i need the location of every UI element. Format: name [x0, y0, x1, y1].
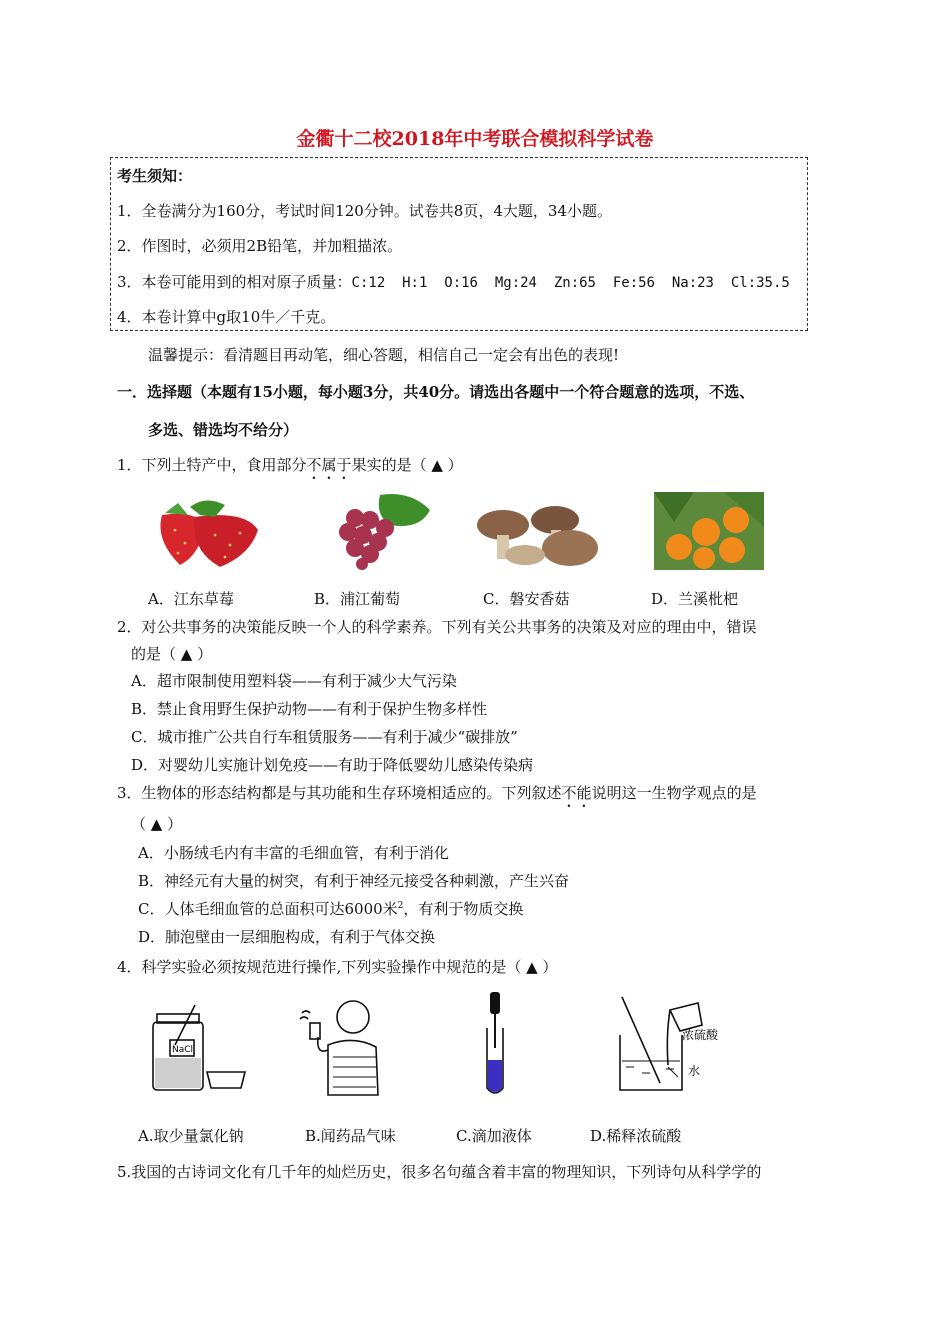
- tip-text: 温馨提示：看清题目再动笔，细心答题，相信自己一定会有出色的表现!: [148, 346, 620, 364]
- q1-option-d: D．兰溪枇杷: [651, 590, 739, 608]
- q3-option-a: A．小肠绒毛内有丰富的毛细血管，有利于消化: [138, 844, 449, 862]
- q4-option-c: C.滴加液体: [456, 1127, 532, 1145]
- notice-heading: 考生须知：: [117, 167, 193, 185]
- section1-heading: 一．选择题（本题有15小题，每小题3分，共40分。请选出各题中一个符合题意的选项，不选、: [117, 383, 755, 401]
- q2-stem-cont: 的是（ ▲ ）: [131, 645, 213, 663]
- q1-option-b: B．浦江葡萄: [314, 590, 401, 608]
- nacl-label: NaCl: [172, 1045, 194, 1055]
- page-title: 金衢十二校2018年中考联合模拟科学试卷: [296, 128, 654, 150]
- q3-stem-cont: （ ▲ ）: [131, 815, 183, 833]
- q5-stem: 5.我国的古诗词文化有几千年的灿烂历史，很多名句蕴含着丰富的物理知识，下列诗句从科学学的: [117, 1163, 762, 1181]
- q3-option-b: B．神经元有大量的树突，有利于神经元接受各种刺激，产生兴奋: [138, 872, 570, 890]
- q4-stem: 4．科学实验必须按规范进行操作,下列实验操作中规范的是（ ▲ ）: [117, 958, 558, 976]
- nacl-jar-figure: [145, 1000, 255, 1095]
- q2-option-d: D．对婴幼儿实施计划免疫——有助于降低婴幼儿感染传染病: [131, 756, 534, 774]
- dilute-acid-figure: [610, 995, 730, 1095]
- q2-stem: 2．对公共事务的决策能反映一个人的科学素养。下列有关公共事务的决策及对应的理由中，错误: [117, 618, 757, 636]
- water-label: 水: [688, 1064, 701, 1078]
- q4-option-a: A.取少量氯化钠: [138, 1127, 244, 1145]
- acid-label: 浓硫酸: [682, 1028, 719, 1042]
- q3-option-c: C．人体毛细血管的总面积可达6000米$^2$，有利于物质交换: [138, 900, 524, 918]
- q1-stem: 1．下列土特产中，食用部分不属于果实的是（ ▲ ）: [117, 456, 463, 474]
- q4-option-b: B.闻药品气味: [305, 1127, 396, 1145]
- loquat-image: [654, 492, 764, 570]
- grape-image: [330, 490, 435, 570]
- q3-option-d: D．肺泡壁由一层细胞构成，有利于气体交换: [138, 928, 436, 946]
- q3-stem: 3．生物体的形态结构都是与其功能和生存环境相适应的。下列叙述不能说明这一生物学观点的是: [117, 784, 757, 802]
- notice-item-4: 4．本卷计算中g取10牛／千克。: [117, 308, 336, 326]
- atomic-masses: C:12 H:1 O:16 Mg:24 Zn:65 Fe:56 Na:23 Cl:35.5: [351, 275, 790, 291]
- q1-option-c: C．磐安香菇: [483, 590, 570, 608]
- strawberry-image: [150, 495, 265, 570]
- q4-option-d: D.稀释浓硫酸: [590, 1127, 682, 1145]
- q2-option-b: B．禁止食用野生保护动物——有利于保护生物多样性: [131, 700, 488, 718]
- smell-figure: [298, 995, 388, 1097]
- q2-option-c: C．城市推广公共自行车租赁服务——有利于减少“碳排放”: [131, 728, 518, 746]
- q2-option-a: A．超市限制使用塑料袋——有利于减少大气污染: [131, 672, 457, 690]
- q1-option-a: A．江东草莓: [148, 590, 234, 608]
- notice-item-2: 2．作图时，必须用2B铅笔，并加粗描浓。: [117, 237, 403, 255]
- dropper-figure: [482, 990, 516, 1100]
- notice-item-3: 3．本卷可能用到的相对原子质量：C:12 H:1 O:16 Mg:24 Zn:65 Fe:56 Na:23 Cl:35.5: [117, 273, 790, 291]
- notice-item-1: 1．全卷满分为160分，考试时间120分钟。试卷共8页，4大题，34小题。: [117, 202, 612, 220]
- mushroom-image: [475, 500, 605, 572]
- section1-heading-cont: 多选、错选均不给分）: [148, 421, 299, 439]
